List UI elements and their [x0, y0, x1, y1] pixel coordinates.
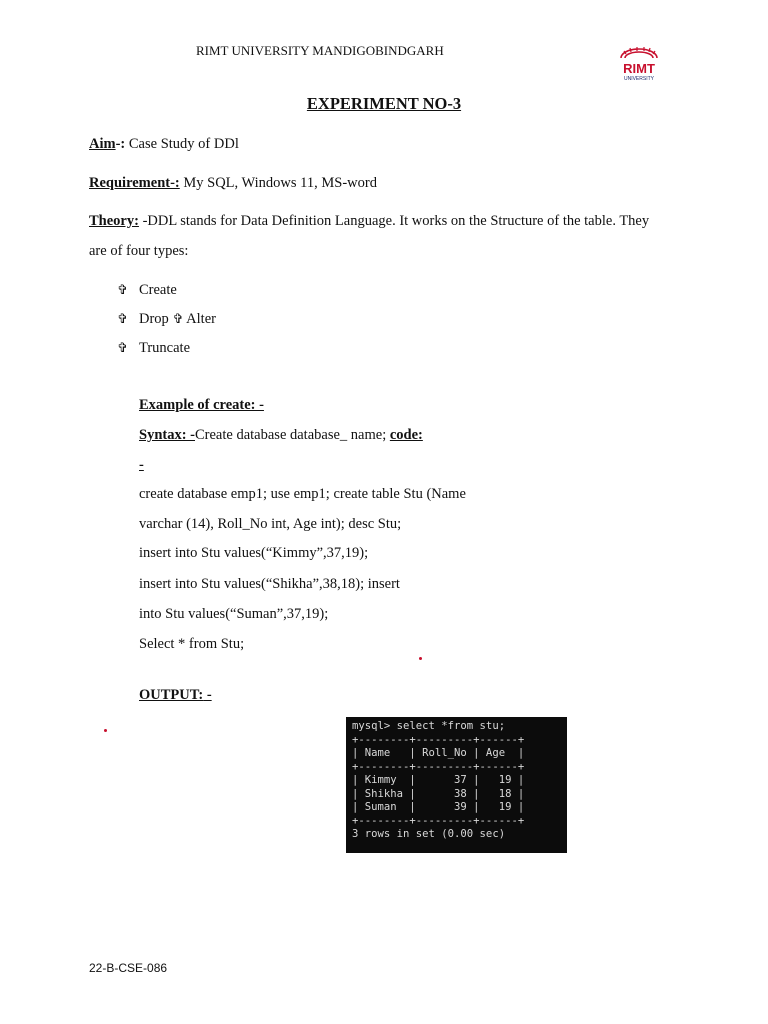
bullet-item-create — [117, 282, 177, 299]
terminal-border: +--------+---------+------+ — [352, 760, 525, 773]
experiment-title: EXPERIMENT NO-3 — [306, 94, 462, 113]
bullet-text: Alter — [186, 311, 216, 327]
syntax-line — [139, 427, 423, 444]
terminal-summary: 3 rows in set (0.00 sec) — [352, 828, 506, 840]
requirement-line — [89, 175, 377, 192]
mysql-terminal-screenshot — [346, 717, 567, 853]
bullet-item-drop-alter — [117, 311, 216, 328]
code-label: code: — [389, 427, 423, 443]
bullet-text: Create — [139, 282, 177, 298]
stray-dot — [104, 729, 107, 732]
aim-separator: -: — [115, 136, 126, 152]
syntax-label: Syntax: - — [139, 427, 195, 443]
cross-bullet-icon: ✞ — [172, 312, 184, 327]
code-line: insert into Stu values(“Kimmy”,37,19); — [139, 545, 369, 561]
code-line: Select * from Stu; — [139, 636, 245, 652]
example-heading: Example of create: - — [139, 397, 264, 413]
stray-dot — [419, 657, 422, 660]
code-line: varchar (14), Roll_No int, Age int); desc Stu; — [139, 516, 402, 532]
code-line: create database emp1; use emp1; create table Stu (Name — [139, 486, 466, 502]
rimt-logo — [600, 43, 678, 83]
aim-line — [89, 136, 239, 153]
theory-label: Theory: — [89, 213, 139, 229]
bullet-text: Drop — [139, 311, 169, 327]
terminal-border: +--------+---------+------+ — [352, 733, 525, 746]
output-heading — [139, 687, 212, 704]
terminal-prompt: mysql> select *from stu; — [352, 720, 506, 732]
syntax-text: Create database database_ name; — [195, 427, 390, 443]
terminal-header-row: | Name | Roll_No | Age | — [352, 747, 525, 759]
requirement-text: My SQL, Windows 11, MS-word — [179, 175, 377, 191]
code-line: insert into Stu values(“Shikha”,38,18); insert — [139, 576, 400, 592]
theory-line-1 — [89, 213, 649, 230]
bullet-item-truncate — [117, 340, 190, 357]
terminal-row: | Shikha | 38 | 18 | — [352, 787, 525, 800]
terminal-row: | Kimmy | 37 | 19 | — [352, 774, 525, 786]
requirement-label: Requirement-: — [89, 175, 180, 191]
output-dash: - — [203, 687, 212, 703]
bullet-text: Truncate — [139, 340, 191, 356]
logo-subtext: UNIVERSITY — [623, 76, 655, 82]
logo-text: RIMT — [623, 61, 655, 76]
university-header: RIMT UNIVERSITY MANDIGOBINDGARH — [196, 43, 444, 58]
output-label: OUTPUT: — [139, 687, 204, 703]
aim-label: Aim — [89, 136, 116, 152]
code-line: into Stu values(“Suman”,37,19); — [139, 606, 329, 622]
terminal-row: | Suman | 39 | 19 | — [352, 801, 525, 813]
theory-text-1: -DDL stands for Data Definition Language. It works on the Structure of the table. They — [138, 213, 650, 229]
cross-bullet-icon: ✞ — [117, 283, 128, 298]
code-dash: - — [139, 457, 144, 473]
aim-text: Case Study of DDl — [125, 136, 239, 152]
cross-bullet-icon: ✞ — [117, 341, 128, 356]
terminal-border: +--------+---------+------+ — [352, 814, 525, 827]
theory-line-2: are of four types: — [89, 243, 189, 259]
cross-bullet-icon: ✞ — [117, 312, 128, 327]
footer-roll-id: 22-B-CSE-086 — [89, 961, 168, 975]
